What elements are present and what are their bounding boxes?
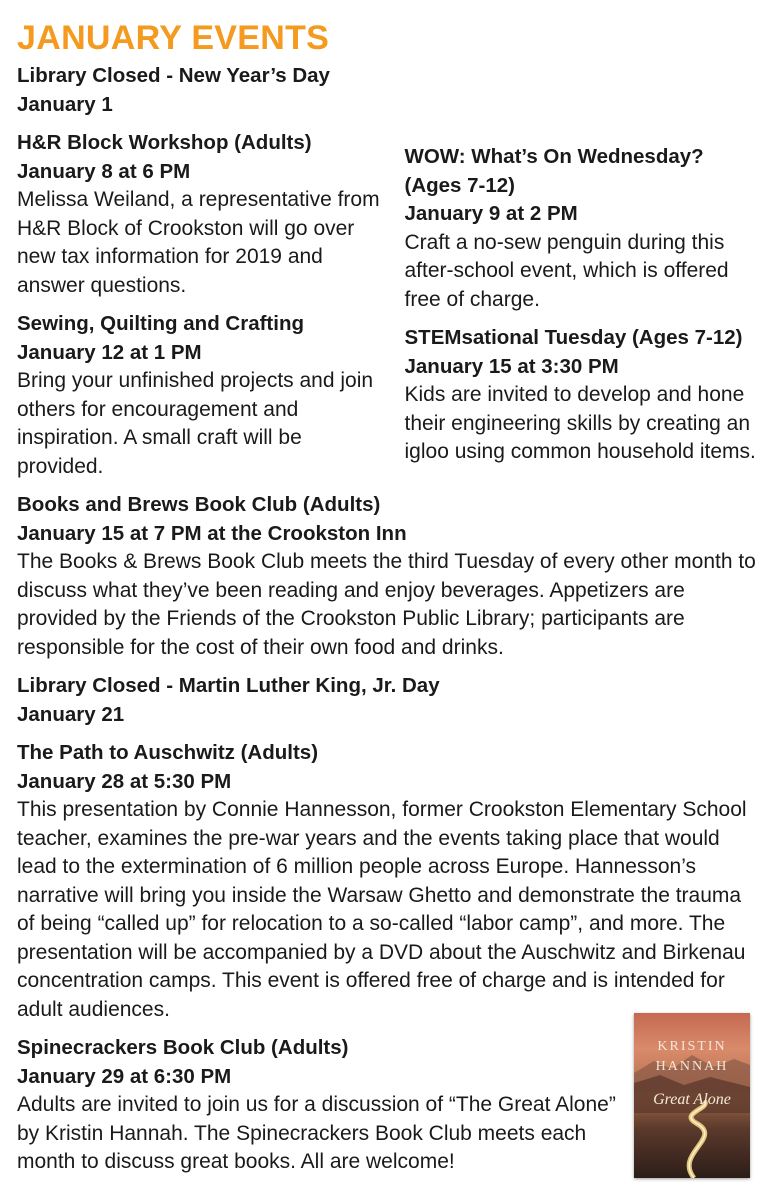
event-description: Craft a no-sew penguin during this after-school event, which is offered free of charge.: [404, 230, 729, 311]
event-description: This presentation by Connie Hannesson, former Crookston Elementary School teacher, examines the pre-war years and the events taking place that would lead to the extermination of 6 million people across Europe. Hannesson’s narrative will bring you inside the Warsaw Ghetto and demonstrate the trauma of being “called up” for relocation to a so-called “labor camp”, and more. The presentation will be accompanied by a DVD about the Auschwitz and Birkenau concentration camps. This event is offered free of charge and is intended for adult audiences.: [17, 798, 747, 1021]
event-title: Books and Brews Book Club (Adults): [17, 493, 381, 516]
event-title: Library Closed - Martin Luther King, Jr. Day: [17, 674, 440, 697]
event-new-years-closure: [17, 62, 766, 119]
event-title: The Path to Auschwitz (Adults): [17, 741, 319, 764]
event-path-to-auschwitz: [17, 739, 762, 1024]
book-author-first: KRISTIN: [657, 1039, 727, 1054]
event-description: Melissa Weiland, a representative from H&R Block of Crookston will go over new tax information for 2019 and answer questions.: [17, 188, 380, 297]
event-date: January 12 at 1 PM: [17, 340, 202, 364]
event-sewing-quilting: [17, 310, 389, 481]
event-description: Bring your unfinished projects and join others for encouragement and inspiration. A small craft will be provided.: [17, 369, 374, 478]
event-title: H&R Block Workshop (Adults): [17, 131, 312, 154]
event-hr-block-workshop: [17, 129, 389, 300]
event-date: January 9 at 2 PM: [404, 202, 578, 225]
event-title: Sewing, Quilting and Crafting: [17, 312, 304, 335]
event-books-and-brews: [17, 491, 762, 662]
event-stemsational-tuesday: [405, 324, 767, 467]
page-title: JANUARY EVENTS: [17, 19, 330, 57]
event-title: STEMsational Tuesday (Ages 7-12): [404, 326, 743, 349]
event-title: Spinecrackers Book Club (Adults): [17, 1036, 349, 1059]
event-description: Adults are invited to join us for a discussion of “The Great Alone” by Kristin Hannah. The Spinecrackers Book Club meets each month to discuss great books. All are welcome!: [17, 1093, 616, 1173]
event-description: Kids are invited to develop and hone their engineering skills by creating an igloo using common household items.: [404, 383, 756, 463]
event-date: January 8 at 6 PM: [17, 159, 191, 183]
event-title: WOW: What’s On Wednesday? (Ages 7-12): [404, 145, 704, 197]
book-author-last: HANNAH: [655, 1059, 729, 1074]
event-date: January 1: [17, 92, 113, 116]
two-column-events: [17, 129, 766, 491]
event-date: January 15 at 3:30 PM: [404, 354, 619, 378]
book-cover-image: [634, 1013, 750, 1178]
event-date: January 28 at 5:30 PM: [17, 769, 232, 793]
right-column: [405, 129, 767, 477]
book-title: Great Alone: [653, 1091, 731, 1108]
event-title: Library Closed - New Year’s Day: [17, 64, 330, 87]
left-column: [17, 129, 389, 491]
event-date: January 29 at 6:30 PM: [17, 1064, 232, 1088]
event-wow-wednesday: [405, 143, 767, 314]
event-mlk-closure: [17, 672, 762, 729]
event-date: January 15 at 7 PM at the Crookston Inn: [17, 521, 407, 545]
event-description: The Books & Brews Book Club meets the third Tuesday of every other month to discuss what they’ve been reading and enjoy beverages. Appetizers are provided by the Friends of the Crookston Public Library; participants are responsible for the cost of their own food and drinks.: [17, 550, 756, 659]
event-date: January 21: [17, 702, 125, 726]
